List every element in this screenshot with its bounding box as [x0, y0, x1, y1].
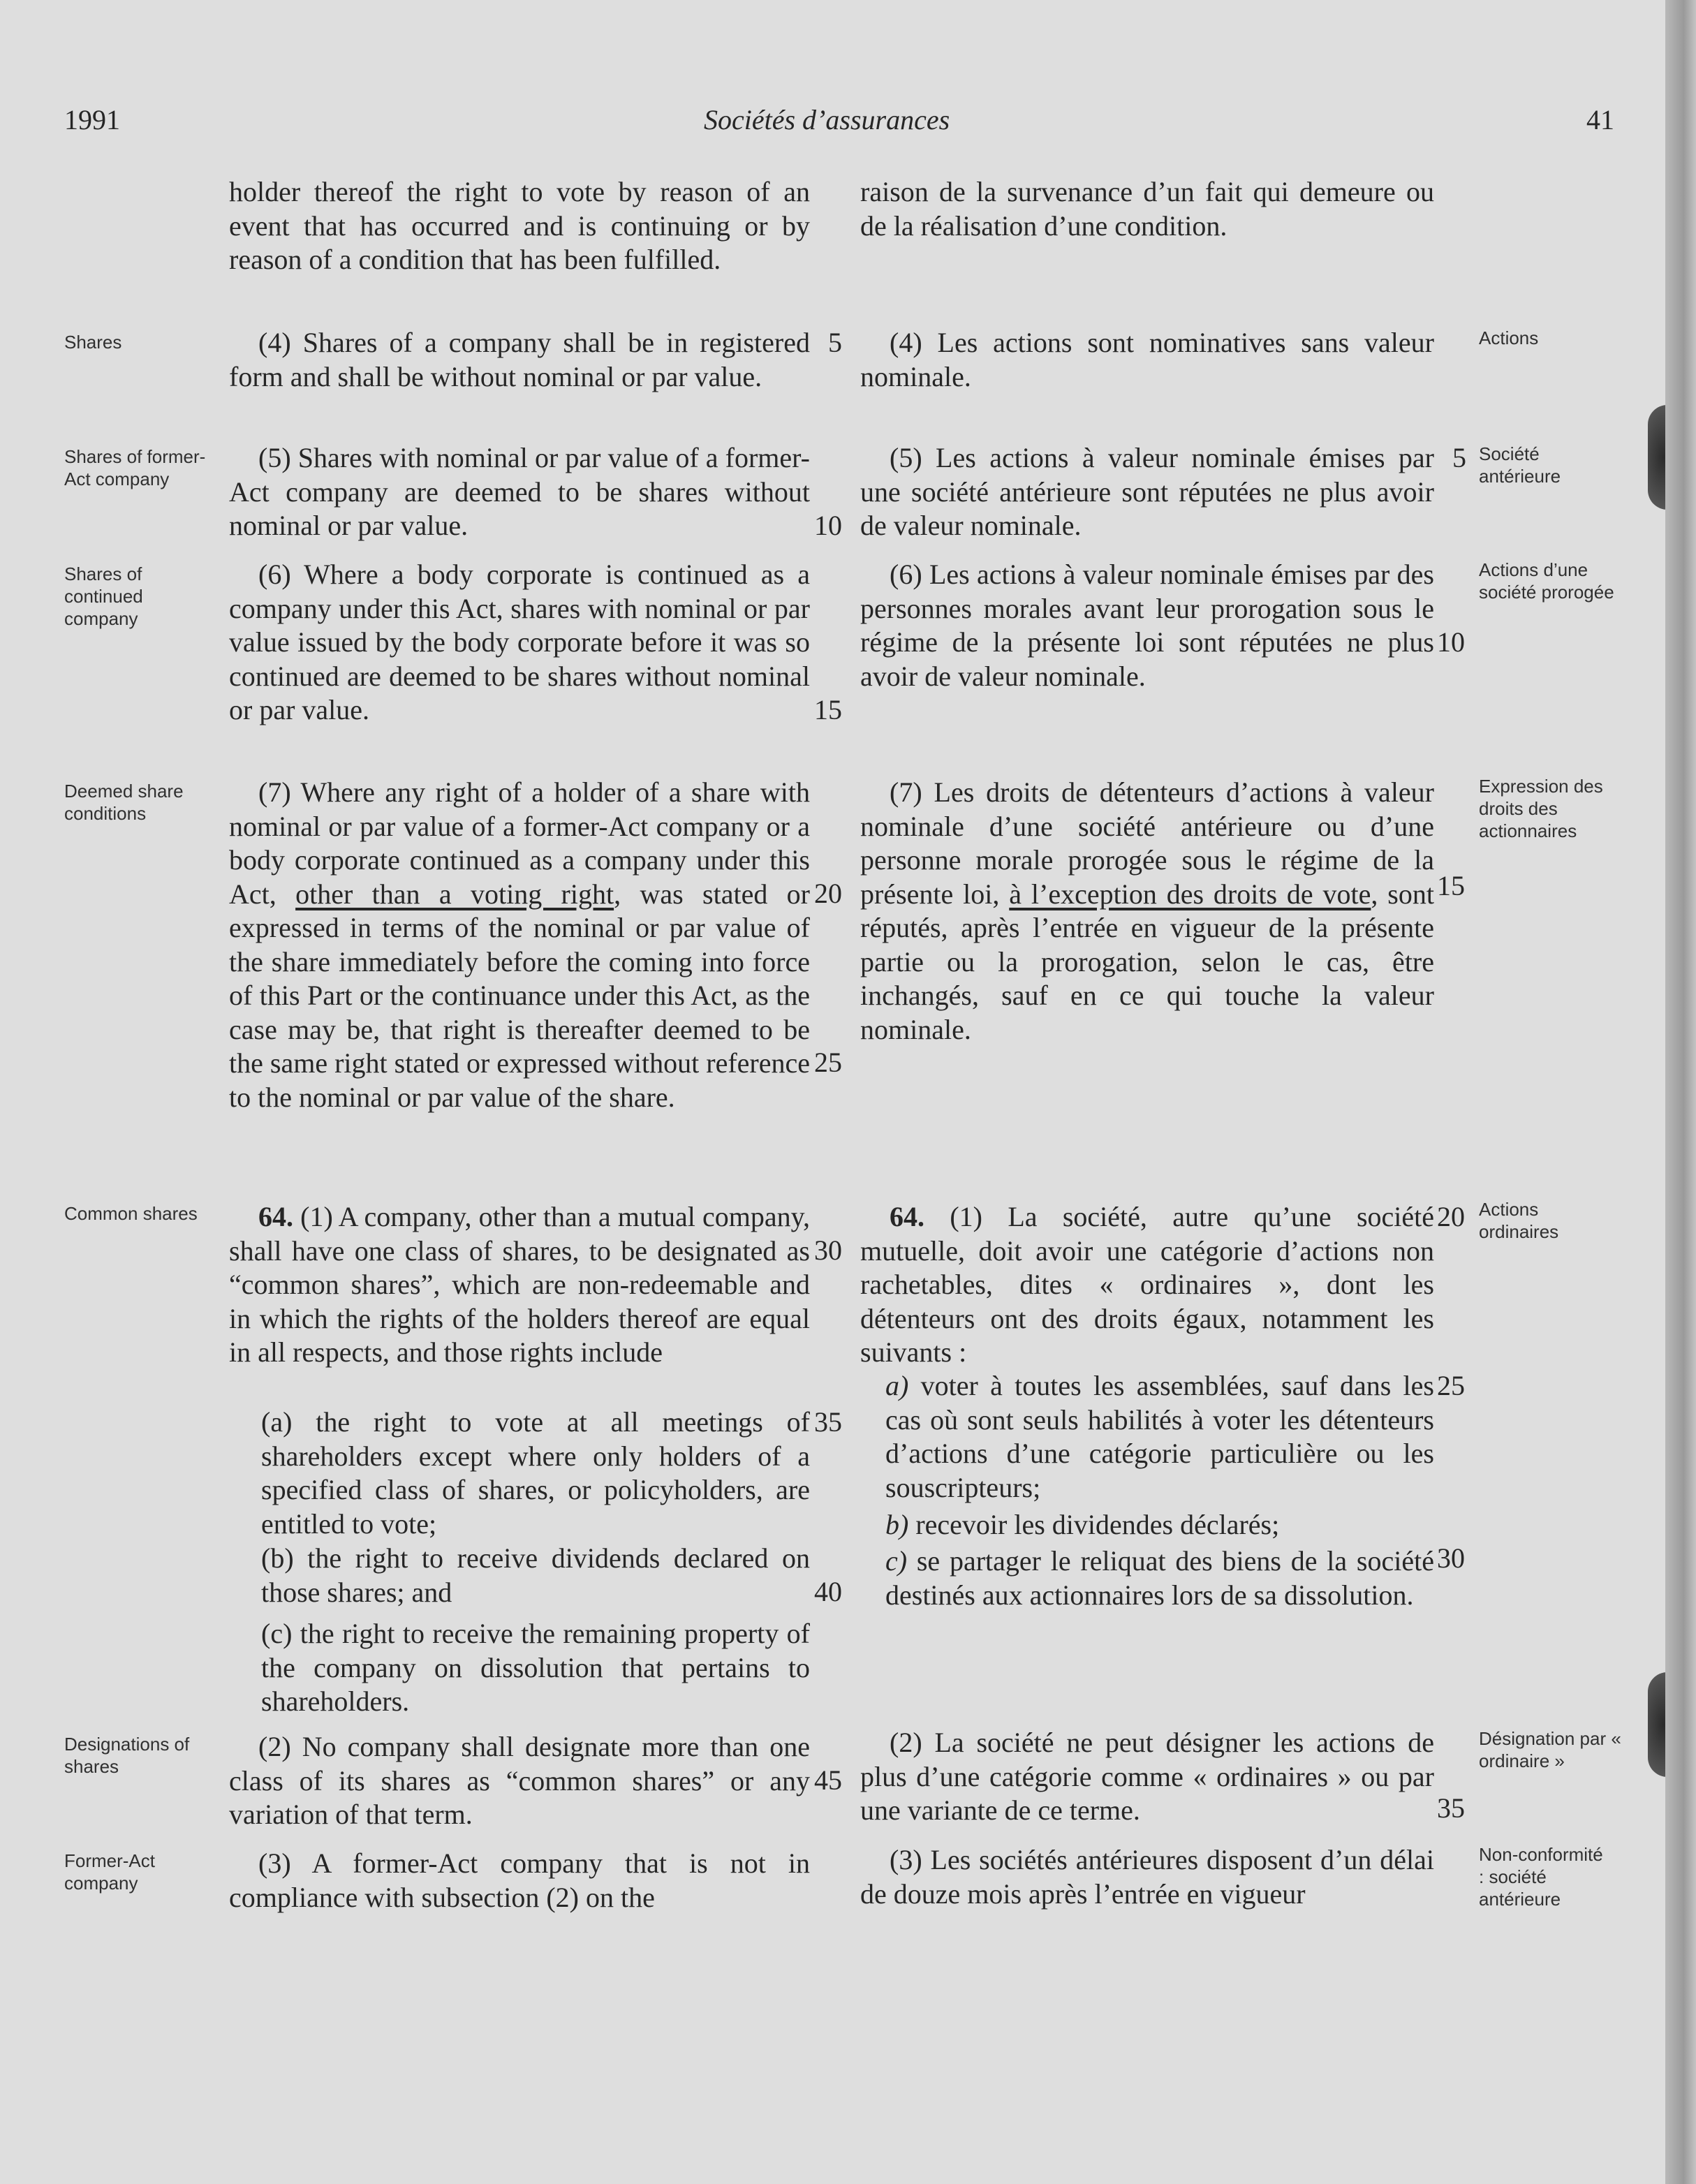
fr-paragraph-5: (5) Les actions à valeur nominale émises par une société antérieure sont réputées ne plus avoir de valeur nominale. — [860, 442, 1434, 541]
margin-note-non-conformite: Non-conformité : société antérieure — [1479, 1844, 1603, 1910]
margin-note-former-act-company: Former-Act company — [64, 1850, 155, 1894]
en-line-number: 40 — [814, 1576, 842, 1607]
en-item-c-text: the right to receive the remaining property of the company on dissolution that pertains to shareholders. — [261, 1618, 810, 1717]
margin-note-shares: Shares — [64, 332, 122, 353]
fr-line-number: 15 — [1437, 870, 1465, 901]
en-line-number: 35 — [814, 1406, 842, 1438]
en-item-a-text: the right to vote at all meetings of shareholders except where only holders of a specified class of shares, or policyholders, are entitled to vote; — [261, 1406, 810, 1540]
fr-paragraph-7 — [860, 776, 1434, 1047]
margin-note-common: Common shares — [64, 1203, 198, 1224]
en-item-b-label: (b) — [261, 1542, 294, 1574]
en-section-64-2: (2) No company shall designate more than one class of its shares as “common shares” or any variation of that term. — [229, 1731, 810, 1830]
en-section-64-3: (3) A former-Act company that is not in compliance with subsection (2) on the — [229, 1847, 810, 1913]
en-paragraph-4: (4) Shares of a company shall be in registered form and shall be without nominal or par value. — [229, 327, 810, 392]
fr-s64-text: (1) La société, autre qu’une société mutuelle, doit avoir une catégorie d’actions non rachetables, dites « ordinaires », dont les détenteurs ont des droits égaux, notamment les suivants : — [860, 1201, 1434, 1368]
fr-line-number: 10 — [1437, 626, 1465, 658]
header-year: 1991 — [64, 104, 120, 135]
fr-paragraph-4: (4) Les actions sont nominatives sans valeur nominale. — [860, 327, 1434, 392]
fr-s64-item-b — [885, 1508, 1434, 1542]
en-item-c-label: (c) — [261, 1618, 293, 1649]
margin-note-ordinaires: Actions ordinaires — [1479, 1199, 1559, 1242]
en-s64-text: (1) A company, other than a mutual company, shall have one class of shares, to be designated as “common shares”, which are non-redeemable and in which the rights of the holders thereof are equal in all respects, and those rights include — [229, 1201, 810, 1368]
page-number: 41 — [1586, 104, 1614, 135]
fr-paragraph-6: (6) Les actions à valeur nominale émises par des personnes morales avant leur prorogation sous le régime de la présente loi sont réputées ne plus avoir de valeur nominale. — [860, 559, 1434, 692]
en-item-a-label: (a) — [261, 1406, 293, 1438]
margin-note-societe-prorogee: Actions d’une société prorogée — [1479, 559, 1614, 603]
margin-note-actions: Actions — [1479, 327, 1539, 348]
fr-p7-text-a: (7) Les droits de détenteurs d’actions à valeur nominale d’une société antérieure ou d’une personne morale prorogée sous le régime de la présente loi, — [860, 776, 1434, 910]
en-paragraph-5: (5) Shares with nominal or par value of a former-Act company are deemed to be shares without nominal or par value. — [229, 442, 810, 541]
fr-line-number: 5 — [1452, 442, 1466, 473]
en-section-number: 64. — [258, 1201, 293, 1232]
fr-line-number: 25 — [1437, 1370, 1465, 1401]
fr-section-64-2: (2) La société ne peut désigner les actions de plus d’une catégorie comme « ordinaires » ou par une variante de ce terme. — [860, 1727, 1434, 1826]
fr-section-64-1 — [860, 1200, 1434, 1370]
en-line-number: 30 — [814, 1234, 842, 1266]
fr-item-a-label: a) — [885, 1370, 909, 1401]
en-paragraph-7 — [229, 776, 810, 1114]
margin-note-societe-anterieure: Société antérieure — [1479, 443, 1561, 487]
header-title: Sociétés d’assurances — [704, 104, 950, 135]
fr-line-number: 30 — [1437, 1542, 1465, 1574]
fr-paragraph-continued: raison de la survenance d’un fait qui demeure ou de la réalisation d’une condition. — [860, 176, 1434, 242]
en-s64-item-a — [261, 1405, 810, 1541]
en-p7-text-b: , was stated or expressed in terms of the nominal or par value of the share immediately before the coming into force of this Part or the continuance under this Act, as the case may be, that right is thereafter deemed to be the same right stated or expressed without reference to the nominal or par value of the share. — [229, 878, 810, 1113]
en-s64-item-c — [261, 1617, 810, 1719]
en-section-64-1 — [229, 1200, 810, 1370]
fr-item-c-label: c) — [885, 1545, 908, 1577]
en-line-number: 15 — [814, 694, 842, 725]
page-edge — [1665, 0, 1696, 2184]
margin-note-continued: Shares of continued company — [64, 563, 143, 629]
en-line-number: 25 — [814, 1047, 842, 1078]
en-line-number: 20 — [814, 878, 842, 909]
fr-p7-text-b: , sont réputés, après l’entrée en vigueur de la présente partie ou la prorogation, selon le cas, être inchangés, sauf en ce qui touche la valeur nominale. — [860, 878, 1434, 1045]
en-paragraph-6: (6) Where a body corporate is continued as a company under this Act, shares with nominal or par value issued by the body corporate before it was so continued are deemed to be shares without nominal or par value. — [229, 559, 810, 725]
en-s64-item-b — [261, 1542, 810, 1609]
fr-s64-item-a — [885, 1369, 1434, 1505]
en-paragraph-continued: holder thereof the right to vote by reason of an event that has occurred and is continuing or by reason of a condition that has been fulfilled. — [229, 176, 810, 275]
margin-note-deemed: Deemed share conditions — [64, 781, 184, 824]
margin-note-designations: Designations of shares — [64, 1734, 190, 1777]
fr-item-b-text: recevoir les dividendes déclarés; — [908, 1509, 1280, 1540]
fr-s64-item-c — [885, 1544, 1434, 1612]
fr-item-c-text: se partager le reliquat des biens de la société destinés aux actionnaires lors de sa dissolution. — [885, 1545, 1434, 1611]
margin-note-designation: Désignation par « ordinaire » — [1479, 1728, 1621, 1771]
fr-line-number: 20 — [1437, 1201, 1465, 1232]
en-line-number: 10 — [814, 510, 842, 541]
fr-item-a-text: voter à toutes les assemblées, sauf dans les cas où sont seuls habilités à voter les détenteurs d’actions d’une catégorie particulière ou les souscripteurs; — [885, 1370, 1434, 1503]
margin-note-expression: Expression des droits des actionnaires — [1479, 776, 1603, 841]
en-p7-underlined: other than a voting right — [295, 878, 614, 910]
fr-item-b-label: b) — [885, 1509, 909, 1540]
fr-p7-underlined: à l’exception des droits de vote — [1009, 878, 1371, 910]
en-item-b-text: the right to receive dividends declared on those shares; and — [261, 1542, 810, 1608]
en-line-number: 5 — [828, 327, 842, 358]
en-line-number: 45 — [814, 1764, 842, 1796]
fr-section-64-3: (3) Les sociétés antérieures disposent d’un délai de douze mois après l’entrée en vigueur — [860, 1844, 1434, 1910]
fr-section-number: 64. — [890, 1201, 924, 1232]
en-p7-text-a: (7) Where any right of a holder of a share with nominal or par value of a former-Act company or a body corporate continued as a company under this Act, — [229, 776, 810, 910]
margin-note-former-act: Shares of former-Act company — [64, 446, 206, 489]
fr-line-number: 35 — [1437, 1792, 1465, 1824]
